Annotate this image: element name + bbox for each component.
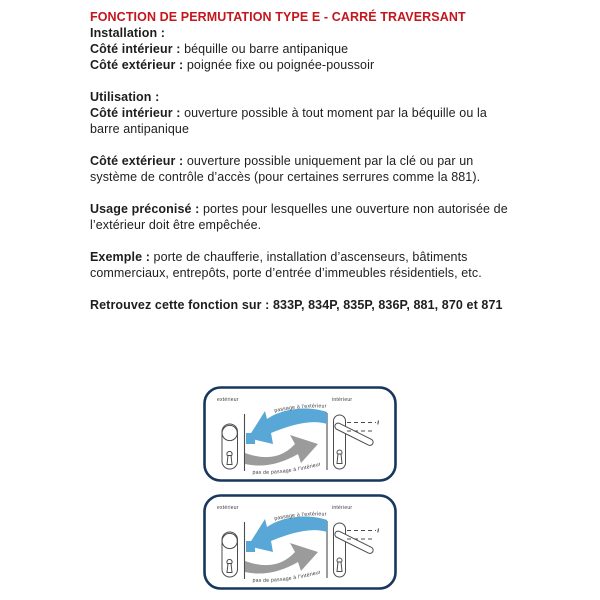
paragraphs-container	[90, 25, 545, 313]
document-title: FONCTION DE PERMUTATION TYPE E - CARRÉ TRAVERSANT	[90, 10, 466, 24]
text-line	[90, 201, 545, 217]
diagram-panel	[203, 386, 397, 482]
text-segment: Usage préconisé :	[90, 202, 203, 216]
text-line	[90, 249, 545, 265]
text-segment: Installation :	[90, 26, 166, 40]
knob-icon	[222, 533, 237, 548]
text-line	[90, 41, 545, 57]
text-line	[90, 57, 545, 73]
text-line	[90, 153, 545, 169]
text-segment: Côté intérieur :	[90, 106, 185, 120]
text-segment: barre antipanique	[90, 122, 189, 136]
text-line	[90, 105, 545, 121]
text-line	[90, 121, 545, 137]
text-line	[90, 297, 545, 313]
text-segment: commerciaux, entrepôts, porte d’entrée d’immeubles résidentiels, etc.	[90, 266, 482, 280]
text-segment: système de contrôle d’accès (pour certaines serrures comme la 881).	[90, 170, 481, 184]
paragraph	[90, 297, 545, 313]
paragraph	[90, 249, 545, 281]
text-segment: portes pour lesquelles une ouverture non autorisée de	[202, 202, 508, 216]
text-segment: l’extérieur doit être empêchée.	[90, 218, 262, 232]
paragraph	[90, 153, 545, 185]
text-segment: ouverture possible à tout moment par la béquille ou la	[184, 106, 487, 120]
text-line	[90, 265, 545, 281]
text-block	[90, 9, 545, 329]
text-segment: Côté intérieur :	[90, 42, 185, 56]
diagram-panel	[203, 494, 397, 590]
exterior-fixed-knob	[222, 532, 238, 577]
text-segment: ouverture possible uniquement par la clé ou par un	[186, 154, 474, 168]
text-segment: Utilisation :	[90, 90, 160, 104]
diagram-stack	[203, 386, 397, 590]
paragraph	[90, 25, 545, 73]
paragraph	[90, 89, 545, 137]
exterior-label: extérieur	[217, 397, 239, 403]
no-passage-arrow-label: pas de passage à l’intérieur	[252, 569, 322, 584]
text-segment: Retrouvez cette fonction sur : 833P, 834P, 835P, 836P, 881, 870 et 871	[90, 298, 503, 312]
text-segment: poignée fixe ou poignée-poussoir	[186, 58, 375, 72]
text-segment: porte de chaufferie, installation d’ascenseurs, bâtiments	[153, 250, 468, 264]
passage-arrow-label: passage à l’extérieur	[273, 403, 327, 415]
interior-label: intérieur	[332, 505, 353, 511]
text-line	[90, 217, 545, 233]
interior-label: intérieur	[332, 397, 353, 403]
knob-icon	[222, 425, 237, 440]
no-passage-arrow-label: pas de passage à l’intérieur	[252, 461, 322, 476]
text-segment: Côté extérieur :	[90, 154, 187, 168]
text-segment: béquille ou barre antipanique	[184, 42, 349, 56]
exterior-label: extérieur	[217, 505, 239, 511]
text-segment: Côté extérieur :	[90, 58, 187, 72]
text-line	[90, 169, 545, 185]
paragraph	[90, 201, 545, 233]
text-segment: Exemple :	[90, 250, 154, 264]
exterior-fixed-knob	[222, 424, 238, 469]
text-line	[90, 89, 545, 105]
passage-arrow-label: passage à l’extérieur	[273, 511, 327, 523]
text-line	[90, 25, 545, 41]
